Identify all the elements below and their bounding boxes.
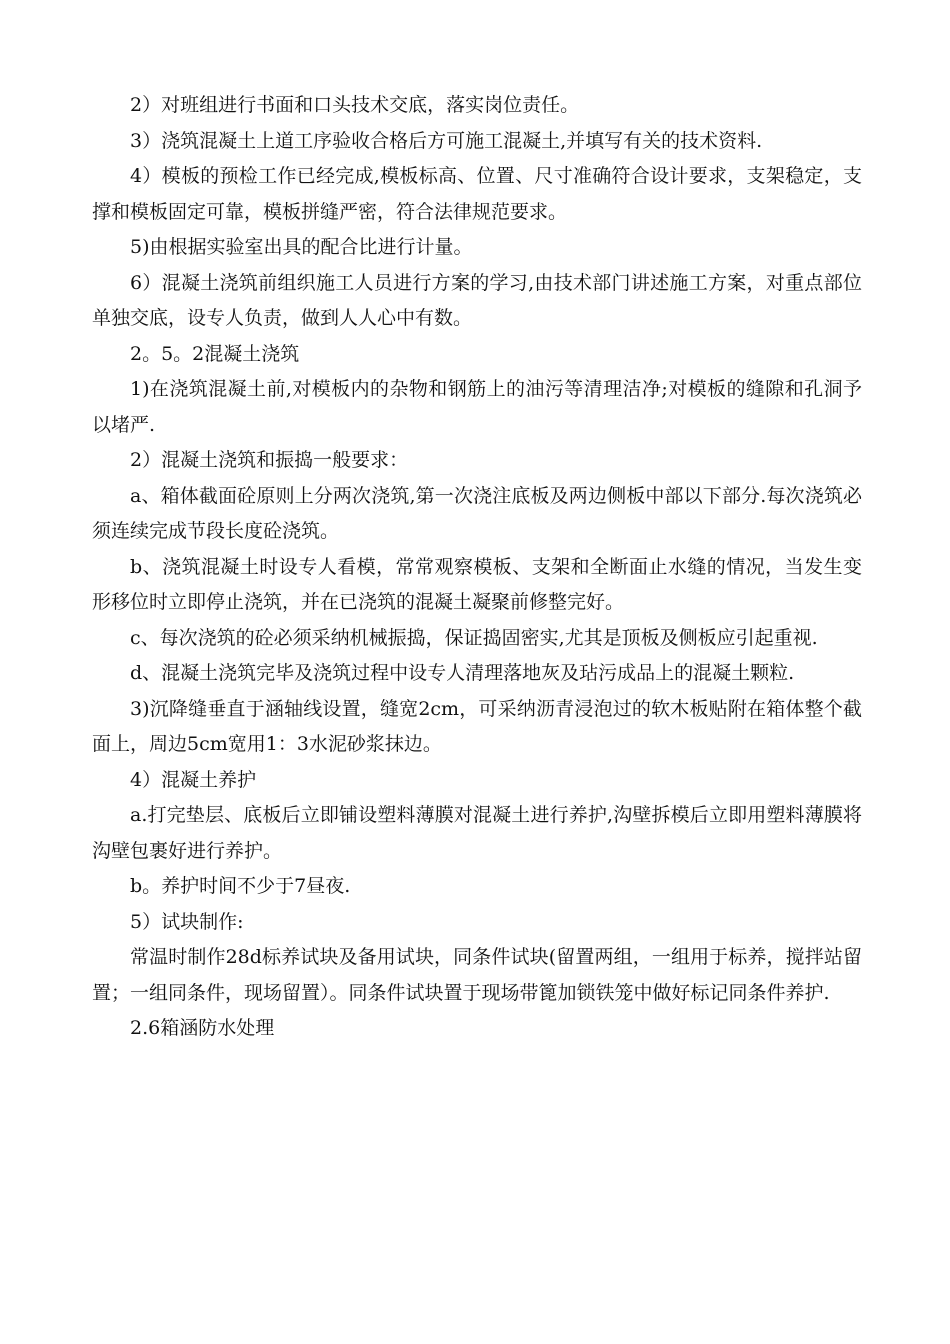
- paragraph-4: 5)由根据实验室出具的配合比进行计量。: [130, 236, 473, 258]
- paragraph-1: 2）对班组进行书面和口头技术交底，落实岗位责任。: [130, 94, 580, 116]
- paragraph-10: c、每次浇筑的砼必须采纳机械振捣，保证捣固密实,尤其是顶板及侧板应引起重视.: [130, 626, 818, 649]
- paragraph-3: 4）模板的预检工作已经完成,模板标高、位置、尺寸准确符合设计要求，支架稳定，支撑和模板固定可靠，模板拼缝严密，符合法律规范要求。: [92, 165, 862, 223]
- paragraph-2: 3）浇筑混凝土上道工序验收合格后方可施工混凝土,并填写有关的技术资料.: [130, 129, 763, 152]
- paragraph-8: a、箱体截面砼原则上分两次浇筑,第一次浇注底板及两边侧板中部以下部分.每次浇筑必须连续完成节段长度砼浇筑。: [92, 484, 862, 542]
- document-page: [92, 88, 862, 1047]
- section-heading-2-6: 2.6箱涵防水处理: [130, 1017, 275, 1039]
- paragraph-13: 4）混凝土养护: [130, 768, 257, 791]
- paragraph-7: 2）混凝土浇筑和振捣一般要求：: [130, 449, 409, 471]
- section-heading-2-5-2: 2。5。2混凝土浇筑: [130, 342, 300, 365]
- paragraph-14: a.打完垫层、底板后立即铺设塑料薄膜对混凝土进行养护,沟壁拆模后立即用塑料薄膜将沟壁包裹好进行养护。: [92, 804, 862, 862]
- paragraph-9: b、浇筑混凝土时设专人看模，常常观察模板、支架和全断面止水缝的情况，当发生变形移位时立即停止浇筑，并在已浇筑的混凝土凝聚前修整完好。: [92, 555, 862, 613]
- paragraph-5: 6）混凝土浇筑前组织施工人员进行方案的学习,由技术部门讲述施工方案，对重点部位单独交底，设专人负责，做到人人心中有数。: [92, 271, 862, 329]
- paragraph-17: 常温时制作28d标养试块及备用试块，同条件试块(留置两组，一组用于标养，搅拌站留置；一组同条件，现场留置）。同条件试块置于现场带篦加锁铁笼中做好标记同条件养护.: [92, 946, 862, 1004]
- paragraph-6: 1)在浇筑混凝土前,对模板内的杂物和钢筋上的油污等清理洁净;对模板的缝隙和孔洞予以堵严.: [92, 378, 862, 436]
- paragraph-16: 5）试块制作:: [130, 910, 244, 933]
- paragraph-11: d、混凝土浇筑完毕及浇筑过程中设专人清理落地灰及玷污成品上的混凝土颗粒.: [130, 662, 795, 684]
- paragraph-12: 3)沉降缝垂直于涵轴线设置，缝宽2cm，可采纳沥青浸泡过的软木板贴附在箱体整个截面上，周边5cm宽用1：3水泥砂浆抹边。: [92, 697, 862, 755]
- paragraph-15: b。养护时间不少于7昼夜.: [130, 875, 351, 897]
